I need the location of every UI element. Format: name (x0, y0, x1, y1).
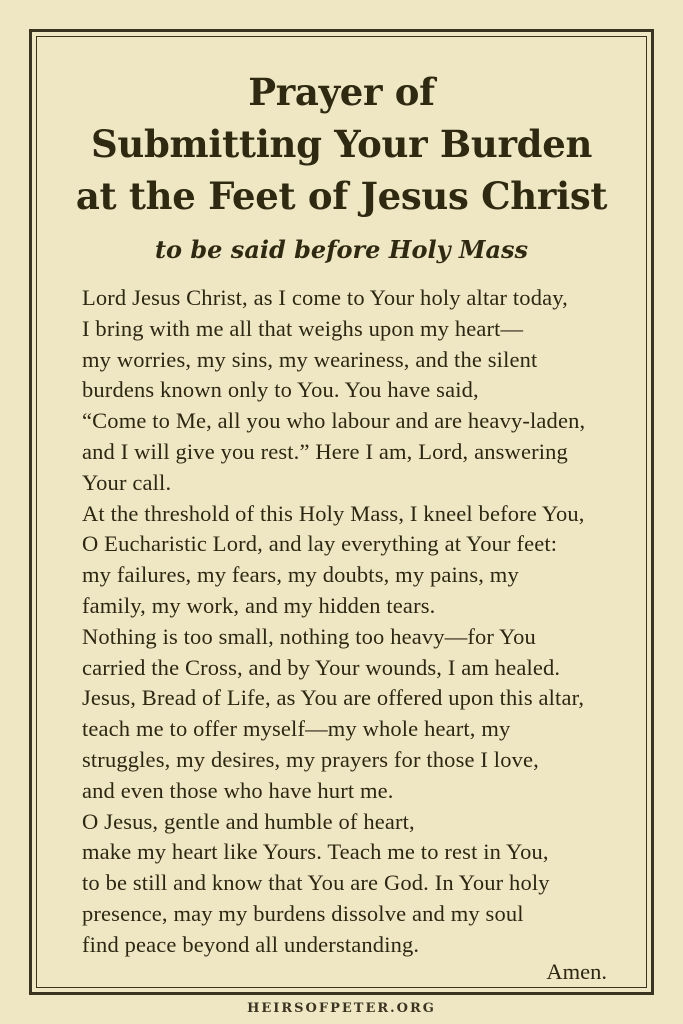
prayer-line: to be still and know that You are God. In Your holy (82, 870, 550, 896)
prayer-subtitle: to be said before Holy Mass (154, 235, 529, 264)
prayer-line: carried the Cross, and by Your wounds, I am healed. (82, 654, 561, 680)
prayer-line: and I will give you rest.” Here I am, Lord, answering (82, 438, 568, 464)
title-line-2: Submitting Your Burden (90, 122, 593, 166)
title-line-3: at the Feet of Jesus Christ (75, 174, 608, 218)
prayer-title (34, 66, 649, 222)
prayer-line: find peace beyond all understanding. (82, 931, 420, 957)
prayer-line: O Jesus, gentle and humble of heart, (82, 808, 415, 834)
prayer-line: struggles, my desires, my prayers for those I love, (82, 746, 539, 772)
closing-amen: Amen. (546, 959, 607, 984)
prayer-line: Jesus, Bread of Life, as You are offered upon this altar, (82, 685, 585, 711)
prayer-line: At the threshold of this Holy Mass, I kneel before You, (82, 500, 585, 526)
prayer-line: presence, may my burdens dissolve and my soul (82, 900, 524, 926)
prayer-line: my worries, my sins, my weariness, and the silent (82, 346, 538, 372)
prayer-line: my failures, my fears, my doubts, my pains, my (82, 562, 519, 588)
prayer-line: Your call. (82, 469, 172, 495)
prayer-line: make my heart like Yours. Teach me to rest in You, (82, 839, 549, 865)
prayer-line: teach me to offer myself—my whole heart, my (82, 716, 511, 742)
title-line-1: Prayer of (248, 70, 435, 114)
prayer-line: Lord Jesus Christ, as I come to Your holy altar today, (82, 285, 568, 310)
prayer-line: and even those who have hurt me. (82, 777, 394, 803)
prayer-line: burdens known only to You. You have said, (82, 377, 479, 403)
prayer-body (82, 283, 642, 961)
prayer-line: “Come to Me, all you who labour and are heavy-laden, (82, 408, 586, 434)
prayer-line: family, my work, and my hidden tears. (82, 592, 436, 618)
prayer-line: O Eucharistic Lord, and lay everything at Your feet: (82, 531, 558, 557)
footer-website: HEIRSOFPETER.ORG (247, 1001, 436, 1016)
prayer-line: I bring with me all that weighs upon my heart— (82, 315, 524, 341)
prayer-line: Nothing is too small, nothing too heavy—for You (82, 623, 536, 649)
